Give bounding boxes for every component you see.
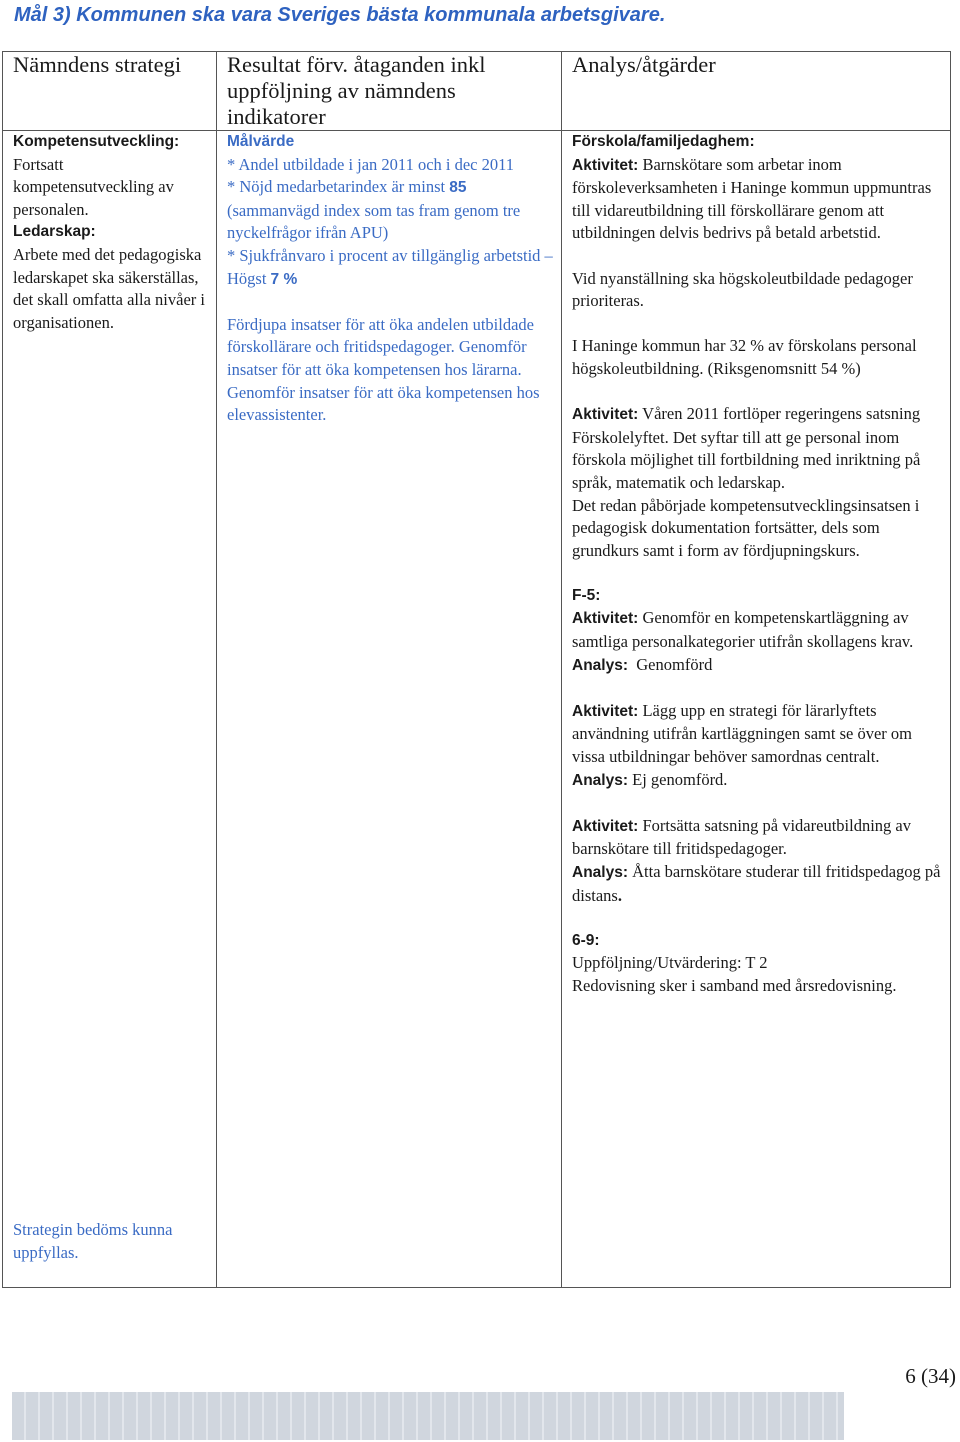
- paragraph-4: Det redan påbörjade kompetensutvecklingsinsatsen i pedagogisk dokumentation fortsätter, dels som grundkurs samt i form av fördjupningskurs.: [572, 495, 920, 560]
- target-line-3: [227, 245, 553, 291]
- activity-label: Aktivitet:: [572, 610, 639, 628]
- analysis-label: Analys:: [572, 656, 628, 674]
- content-row: [3, 131, 951, 1288]
- results-cell: [217, 131, 562, 1288]
- header-row: [3, 52, 951, 131]
- activity-2-text: Våren 2011 fortlöper regeringens satsning Förskolelyftet. Det syftar till att ge personal inom förskola möjlighet till fortbildning med inriktning på språk, matematik och ledarskap.: [572, 404, 921, 492]
- activity-1: [572, 154, 942, 245]
- header-results: Resultat förv. åtaganden inkl uppföljning av nämndens indikatorer: [217, 52, 562, 131]
- target-line-3-number: 7 %: [270, 270, 298, 288]
- target-line-2: [227, 176, 553, 245]
- analysis-label: Analys:: [572, 771, 628, 789]
- analysis-5-text: Åtta barnskötare studerar till fritidspedagog på distans: [572, 862, 941, 905]
- activity-4-text: Lägg upp en strategi för lärarlyftets användning utifrån kartläggningen samt se över om vissa utbildningar behöver samordnas centralt.: [572, 700, 912, 767]
- activity-label: Aktivitet:: [572, 702, 639, 720]
- analysis-5-end: .: [617, 885, 622, 905]
- target-label: Målvärde: [227, 133, 295, 150]
- s69-line-2: Redovisning sker i samband med årsredovisning.: [572, 975, 897, 995]
- target-line-2-post: (sammanvägd index som tas fram genom tre nyckelfrågor ifrån APU): [227, 200, 521, 243]
- strategy-cell: [3, 131, 217, 1288]
- activity-label: Aktivitet:: [572, 817, 639, 835]
- strategy-table: [2, 51, 951, 1288]
- analysis-4: [572, 769, 942, 793]
- analysis-5: [572, 861, 942, 907]
- competence-label: Kompetensutveckling:: [13, 133, 180, 150]
- activity-3: [572, 607, 942, 653]
- activity-4: [572, 700, 942, 769]
- analysis-label: Analys:: [572, 864, 628, 881]
- activity-5-text: Fortsätta satsning på vidareutbildning av barnskötare till fritidspedagoger.: [572, 815, 911, 859]
- activity-3-text: Genomför en kompetenskartläggning av samtliga personalkategorier utifrån skollagens krav.: [572, 608, 914, 652]
- activity-2: [572, 403, 942, 494]
- strategy-conclusion: Strategin bedöms kunna uppfyllas.: [13, 1220, 173, 1262]
- s69-line-1: Uppföljning/Utvärdering: T 2: [572, 953, 768, 973]
- target-line-2-pre: * Nöjd medarbetarindex är minst: [227, 177, 450, 197]
- analysis-3: [572, 654, 942, 678]
- f5-label: F-5:: [572, 586, 601, 604]
- leadership-text: Arbete med det pedagogiska ledarskapet ska säkerställas, det skall omfatta alla nivåer i organisationen.: [13, 244, 205, 332]
- header-strategy: Nämndens strategi: [3, 52, 217, 131]
- activity-label: Aktivitet:: [572, 156, 639, 174]
- page-number: 6 (34): [905, 1364, 956, 1388]
- header-analysis: Analys/åtgärder: [562, 52, 951, 131]
- footer-decoration: [12, 1392, 844, 1440]
- activity-1-text: Barnskötare som arbetar inom förskoleverksamheten i Haninge kommun uppmuntras till vidareutbildning till förskollärare genom att utbildningen delvis bedrivs på betald arbetstid.: [572, 154, 932, 243]
- page-heading: Mål 3) Kommunen ska vara Sveriges bästa kommunala arbetsgivare.: [14, 4, 666, 26]
- analysis-3-text: Genomförd: [628, 654, 713, 674]
- preschool-label: Förskola/familjedaghem:: [572, 133, 755, 150]
- paragraph-2: Vid nyanställning ska högskoleutbildade pedagoger prioriteras.: [572, 268, 913, 311]
- results-paragraph: Fördjupa insatser för att öka andelen utbildade förskollärare och fritidspedagoger. Genomför insatser för att öka kompetensen hos lärarna. Genomför insatser för att öka kompetensen hos elevassistenter.: [227, 314, 540, 425]
- activity-5: [572, 815, 942, 861]
- analysis-4-text: Ej genomförd.: [628, 769, 728, 789]
- target-line-1: * Andel utbildade i jan 2011 och i dec 2011: [227, 154, 515, 174]
- activity-label: Aktivitet:: [572, 406, 639, 424]
- paragraph-3: I Haninge kommun har 32 % av förskolans personal högskoleutbildning. (Riksgenomsnitt 54 %): [572, 336, 917, 378]
- target-line-2-number: 85: [449, 179, 467, 197]
- competence-text: Fortsatt kompetensutveckling av personalen.: [13, 154, 174, 219]
- s69-label: 6-9:: [572, 931, 600, 949]
- target-line-3-pre: * Sjukfrånvaro i procent av tillgänglig arbetstid – Högst: [227, 245, 553, 288]
- analysis-cell: [562, 131, 951, 1288]
- leadership-label: Ledarskap:: [13, 223, 96, 241]
